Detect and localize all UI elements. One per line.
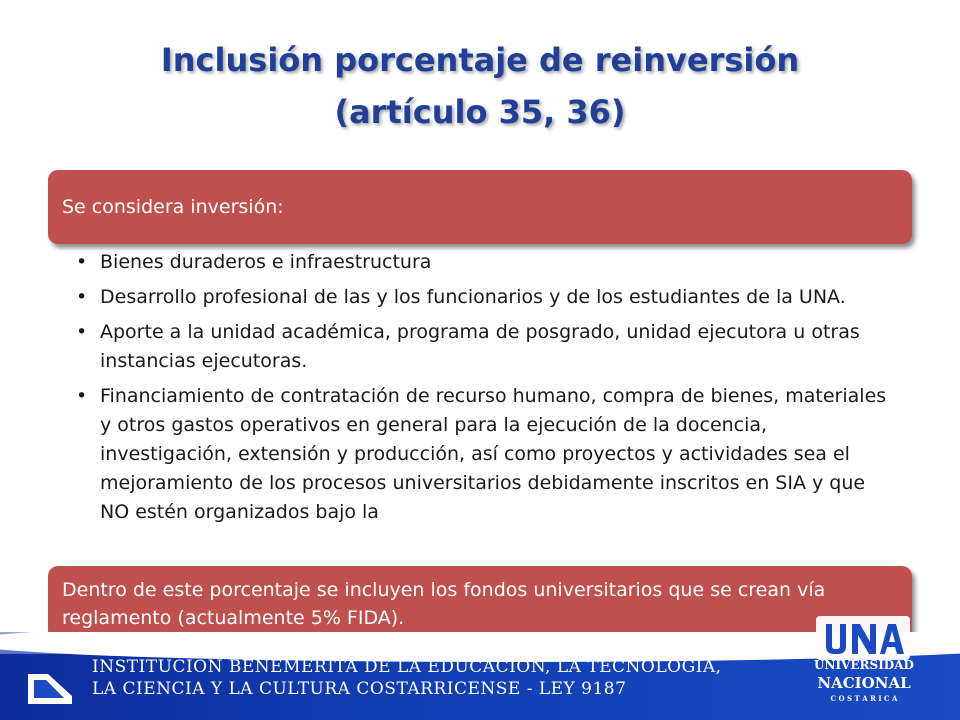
footer-line-2: LA CIENCIA Y LA CULTURA COSTARRICENSE - LEY 9187 [92, 679, 627, 699]
bullet-icon: • [76, 251, 88, 273]
slide-title [0, 34, 960, 138]
list-item [76, 248, 898, 277]
logo-costa-rica: C O S T A R I C A [830, 694, 898, 703]
fida-note-text: Dentro de este porcentaje se incluyen los fondos universitarios que se crean vía reglamento (actualmente 5% FIDA). [62, 579, 826, 629]
bullet-text: Aporte a la unidad académica, programa de posgrado, unidad ejecutora u otras instancias ejecutoras. [100, 321, 860, 372]
investment-header-label: Se considera inversión: [62, 196, 284, 218]
bullet-icon: • [76, 321, 88, 343]
title-line-1: Inclusión porcentaje de reinversión [160, 41, 800, 79]
arrow-icon [28, 672, 72, 706]
title-line-2: (artículo 35, 36) [334, 93, 626, 131]
logo-university: UNIVERSIDAD [814, 658, 914, 672]
list-item [76, 318, 898, 376]
bullet-text: Desarrollo profesional de las y los funcionarios y de los estudiantes de la UNA. [100, 286, 846, 308]
fida-note-box [48, 566, 912, 640]
bullet-list [76, 248, 898, 566]
investment-header-box [48, 170, 912, 244]
footer-line-1: INSTITUCIÓN BENEMÉRITA DE LA EDUCACIÓN, LA TECNOLOGÍA, [92, 657, 722, 677]
list-item [76, 283, 898, 312]
list-item [76, 382, 898, 527]
footer-text [92, 656, 722, 700]
bullet-icon: • [76, 286, 88, 308]
bullet-icon: • [76, 385, 88, 407]
bullet-text: Bienes duraderos e infraestructura [100, 251, 432, 273]
bullet-text: Financiamiento de contratación de recurso humano, compra de bienes, materiales y otros gastos operativos en general para la ejecución de la docencia, investigación, extensión y producción, así como proyectos y actividades sea el mejoramiento de los procesos universitarios debidamente inscritos en SIA y que NO estén organizados bajo la [100, 385, 887, 523]
logo-national: NACIONAL [817, 674, 911, 692]
